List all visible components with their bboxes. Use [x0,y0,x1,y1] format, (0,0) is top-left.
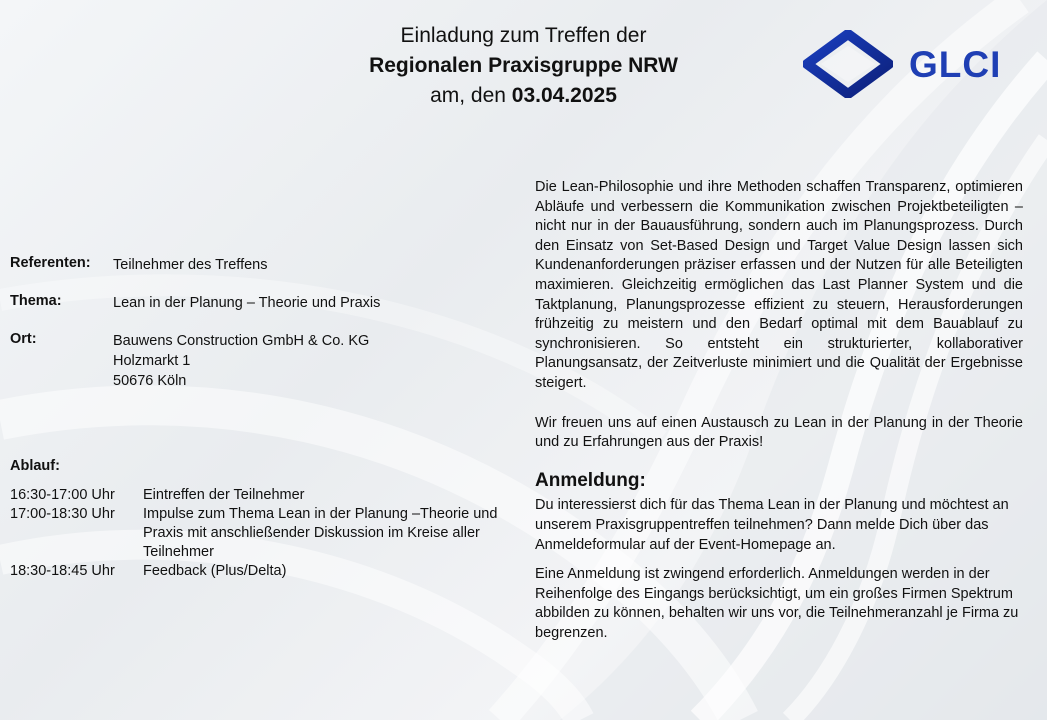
anmeldung-paragraph: Du interessierst dich für das Thema Lean in der Planung und möchtest an unserem Praxisgruppentreffen teilnehmen? Dann melde Dich über das Anmeldeformular auf der Event-Homepage an. [535,497,1009,553]
schedule-time: 18:30-18:45 Uhr [10,563,115,579]
referenten-label: Referenten: [10,255,91,271]
closing-paragraph: Wir freuen uns auf einen Austausch zu Lean in der Planung in der Theorie und zu Erfahrungen aus der Praxis! [535,414,1023,451]
description-column [535,178,1023,643]
intro-paragraph: Die Lean-Philosophie und ihre Methoden schaffen Transparenz, optimieren Abläufe und verbessern die Kommunikation zwischen Projektbeteiligten – nicht nur in der Bauausführung, sondern auch im Planungsprozess. Durch den Einsatz von Set-Based Design und Target Value Design lassen sich Kundenanforderungen präziser erfassen und der Nutzen für alle Beteiligten maximieren. Gleichzeitig ermöglichen das Last Planner System und die Taktplanung, Planungsprozesse effizient zu steuern, Herausforderungen frühzeitig zu meistern und den Bedarf optimal mit dem Bauablauf zu synchronisieren. So entsteht ein strukturierter, kollaborativer Planungsansatz, der Zeitverluste minimiert und die Qualität der Ergebnisse steigert. [535,179,1023,391]
schedule-desc: Feedback (Plus/Delta) [143,563,287,579]
schedule-row [10,486,520,505]
schedule-title: Ablauf: [10,458,60,474]
schedule-time: 16:30-17:00 Uhr [10,487,115,503]
ort-line: Holzmarkt 1 [113,353,191,369]
glci-logo-icon [803,30,893,98]
schedule-section [10,458,520,581]
anmeldung-heading: Anmeldung: [535,469,646,491]
ort-address [113,331,369,391]
glci-logo [803,30,1023,98]
schedule-desc: Impulse zum Thema Lean in der Planung –Theorie und Praxis mit anschließender Diskussion im Kreise aller Teilnehmer [143,506,498,560]
thema-value: Lean in der Planung – Theorie und Praxis [113,295,381,311]
ort-line: Bauwens Construction GmbH & Co. KG [113,333,370,349]
date-prefix: am, den [430,84,512,107]
schedule-row [10,562,520,581]
anmeldung-note: Eine Anmeldung ist zwingend erforderlich. Anmeldungen werden in der Reihenfolge des Eingangs berücksichtigt, um ein großes Firmen Spektrum abbilden zu können, behalten wir uns vor, die Teilnehmeranzahl je Firma zu begrenzen. [535,566,1019,641]
schedule-row [10,505,520,562]
header-group-name: Regionalen Praxisgruppe NRW [369,54,678,77]
schedule-time: 17:00-18:30 Uhr [10,506,115,522]
ort-label: Ort: [10,331,37,347]
referenten-value: Teilnehmer des Treffens [113,257,268,273]
schedule-desc: Eintreffen der Teilnehmer [143,487,305,503]
glci-logo-text: GLCI [909,44,1002,85]
header-line-1: Einladung zum Treffen der [400,24,647,47]
event-date: 03.04.2025 [511,84,617,107]
ort-line: 50676 Köln [113,373,187,389]
thema-label: Thema: [10,293,62,309]
